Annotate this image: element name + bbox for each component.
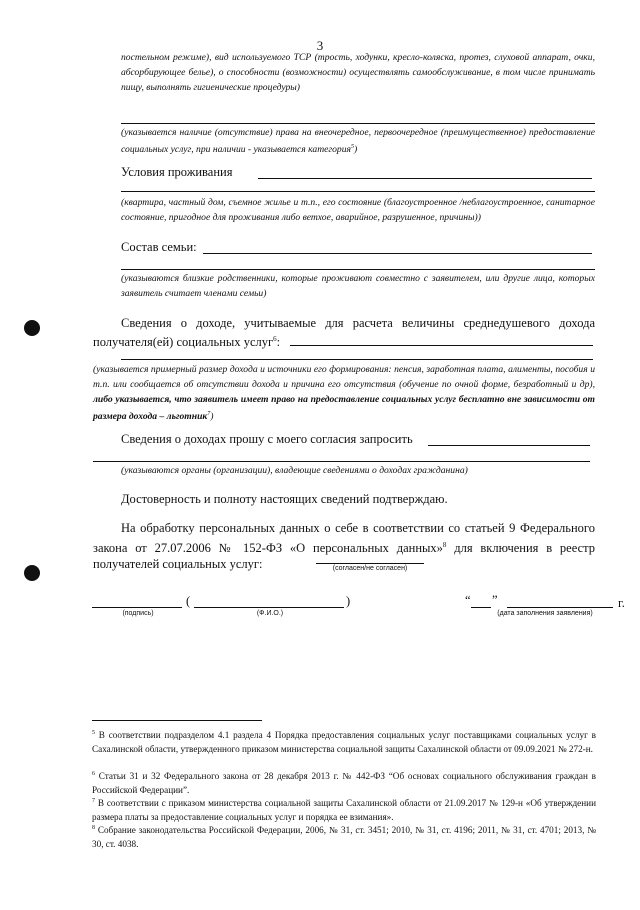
income-field[interactable] xyxy=(290,345,593,346)
income-note: (указывается примерный размер дохода и источники его формирования: пенсия, заработная плата, алименты, пособия и т.п. или сообщается об отсутствии дохода и причина его отсутствия (обучение по очной форме, безработный и др), либо указывается, что заявитель имеет право на предоставление социальных услуг бесплатно вне зависимости от размера дохода – льготник$^7$) xyxy=(93,364,595,423)
page-number: 3 xyxy=(316,38,324,53)
date-day-field[interactable] xyxy=(471,607,491,608)
confirmation-text: Достоверность и полноту настоящих сведений подтверждаю. xyxy=(121,492,448,506)
priority-right-note: (указывается наличие (отсутствие) права на внеочередное, первоочередное (преимущественное) предоставление социальных услуг, при наличии - указывается категория$^5$) xyxy=(121,127,595,156)
income-request-note: (указываются органы (организации), владеющие сведениями о доходах гражданина) xyxy=(121,465,468,476)
date-year-suffix: г. xyxy=(618,596,625,610)
living-conditions-field[interactable] xyxy=(258,178,592,179)
date-quote-close: ” xyxy=(492,593,498,607)
footnote-5: $^5$ В соответствии подразделом 4.1 раздела 4 Порядка предоставления социальных услуг поставщиками социальных услуг в Сахалинской области, утвержденного приказом министерства социальной защиты Сахалинской области от 09.09.2021 № 272-н. xyxy=(92,730,596,754)
income-request-label: Сведения о доходах прошу с моего согласия запросить xyxy=(121,432,413,446)
family-label: Состав семьи: xyxy=(121,240,197,254)
signature-field[interactable] xyxy=(92,607,182,608)
health-note-continuation: постельном режиме), вид используемого ТСР (трость, ходунки, кресло-коляска, протез, слуховой аппарат, очки, абсорбирующее белье), о способности (возможности) осуществлять самообслуживание, в том числе принимать пищу, выполнять гигиенические процедуры) xyxy=(121,52,595,93)
footnote-separator xyxy=(92,720,262,721)
living-conditions-label: Условия проживания xyxy=(121,165,233,179)
income-request-field-2[interactable] xyxy=(93,461,590,462)
income-request-field[interactable] xyxy=(428,445,590,446)
income-label-line-2: получателя(ей) социальных услуг$^6$: xyxy=(93,335,281,350)
date-month-field[interactable] xyxy=(507,607,613,608)
punch-hole-top xyxy=(24,320,40,336)
signature-label: (подпись) xyxy=(122,610,154,617)
family-note: (указываются близкие родственники, которые проживают совместно с заявителем, или другие лица, которых заявитель считает членами семьи) xyxy=(121,273,595,299)
name-open-paren: ( xyxy=(186,594,191,608)
consent-note: (согласен/не согласен) xyxy=(332,565,408,572)
consent-field[interactable] xyxy=(316,563,424,564)
full-name-label: (Ф.И.О.) xyxy=(256,610,284,617)
living-conditions-note: (квартира, частный дом, съемное жилье и т.п., его состояние (благоустроенное /неблагоустроенное, санитарное состояние, пригодное для проживания либо ветхое, аварийное, разрушенное, причины)) xyxy=(121,197,595,223)
full-name-field[interactable] xyxy=(194,607,344,608)
consent-text: На обработку персональных данных о себе в соответствии со статьей 9 Федерального закона от 27.07.2006 № 152-ФЗ «О персональных данных»$^8$ для включения в реестр получателей социальных услуг: xyxy=(93,521,595,572)
income-field-2[interactable] xyxy=(121,359,593,360)
date-quote-open: “ xyxy=(465,593,471,607)
footnote-8: $^8$ Собрание законодательства Российской Федерации, 2006, № 31, ст. 3451; 2010, № 31, ст. 4196; 2011, № 31, ст. 4701; 2013, № 30, ст. 4038. xyxy=(92,825,596,849)
punch-hole-bottom xyxy=(24,565,40,581)
family-field-2[interactable] xyxy=(121,269,595,270)
footnote-7: $^7$ В соответствии с приказом министерства социальной защиты Сахалинской области от 21.09.2017 № 129-н «Об утверждении размера платы за предоставление социальных услуг и порядка ее взимания». xyxy=(92,798,596,822)
name-close-paren: ) xyxy=(346,594,351,608)
family-field[interactable] xyxy=(203,253,592,254)
footnote-6: $^6$ Статьи 31 и 32 Федерального закона от 28 декабря 2013 г. № 442-ФЗ “Об основах социального обслуживания граждан в Российской Федерации”. xyxy=(92,771,596,795)
date-label: (дата заполнения заявления) xyxy=(497,610,593,617)
income-label-line-1: Сведения о доходе, учитываемые для расчета величины среднедушевого дохода xyxy=(121,316,595,330)
living-conditions-field-2[interactable] xyxy=(121,191,595,192)
priority-right-field[interactable] xyxy=(121,123,595,124)
